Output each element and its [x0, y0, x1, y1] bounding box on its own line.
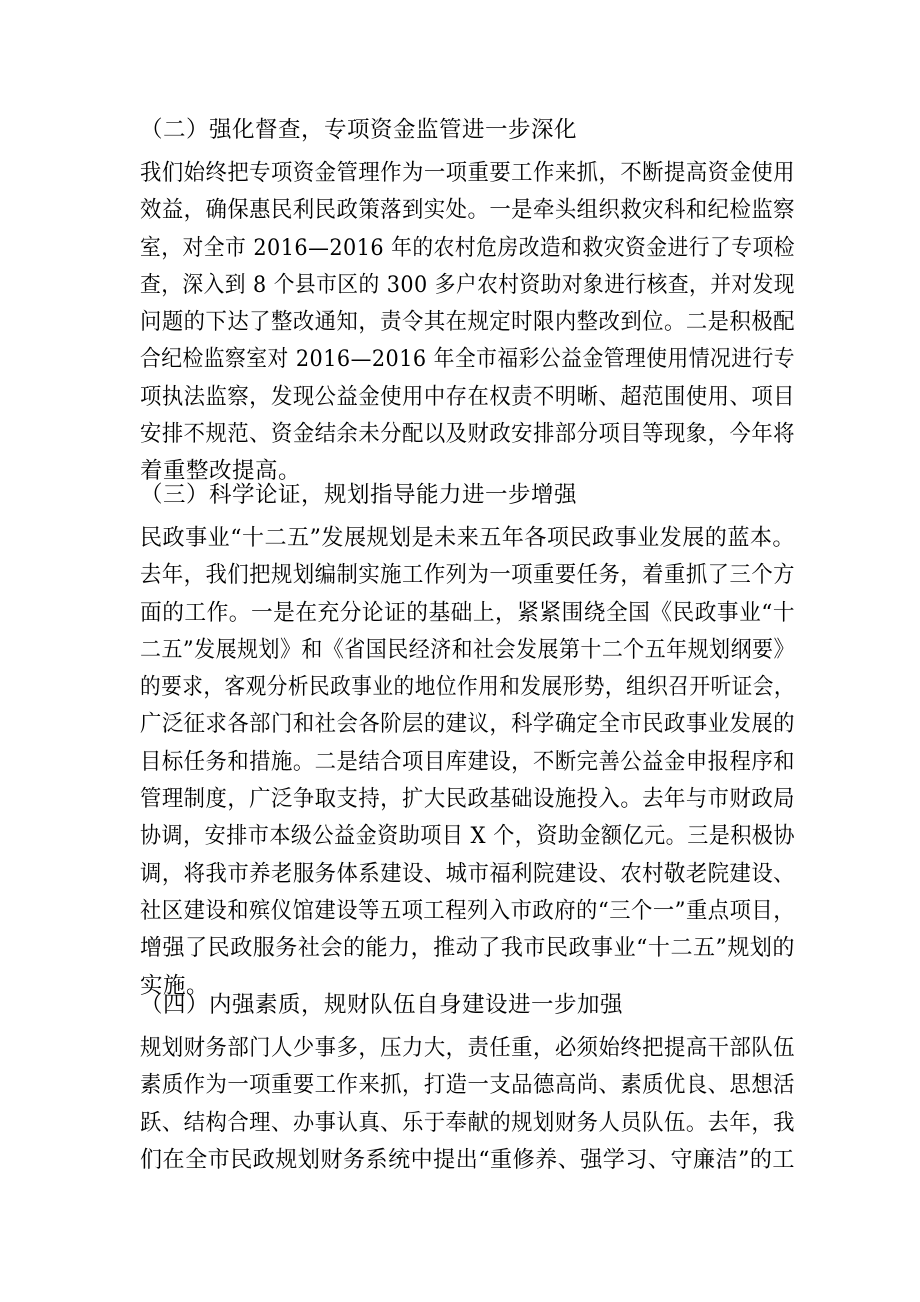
- section-body-4: [140, 1030, 795, 1179]
- section-heading-3: （三）科学论证，规划指导能力进一步增强: [140, 482, 578, 508]
- body-line: 查，深入到 8 个县市区的 300 多户农村资助对象进行核查，并对发现: [140, 271, 795, 298]
- body-line: 调，将我市养老服务体系建设、城市福利院建设、农村敬老院建设、: [140, 860, 796, 887]
- body-line: 实施。: [140, 972, 210, 999]
- body-line: 规划财务部门人少事多，压力大，责任重，必须始终把提高干部队伍: [140, 1035, 796, 1061]
- body-line: 二五”发展规划》和《省国民经济和社会发展第十二个五年规划纲要》: [140, 636, 795, 663]
- body-line: 管理制度，广泛争取支持，扩大民政基础设施投入。去年与市财政局: [140, 786, 796, 813]
- body-line: 素质作为一项重要工作来抓，打造一支品德高尚、素质优良、思想活: [140, 1072, 796, 1099]
- body-line: 民政事业“十二五”发展规划是未来五年各项民政事业发展的蓝本。: [140, 525, 795, 551]
- body-line: 广泛征求各部门和社会各阶层的建议，科学确定全市民政事业发展的: [140, 711, 796, 738]
- section-body-3: [140, 520, 795, 1005]
- body-line: 我们始终把专项资金管理作为一项重要工作来抓，不断提高资金使用: [140, 160, 796, 186]
- body-line: 合纪检监察室对 2016—2016 年全市福彩公益金管理使用情况进行专: [140, 346, 795, 373]
- body-line: 效益，确保惠民利民政策落到实处。一是牵头组织救灾科和纪检监察: [140, 197, 796, 224]
- body-line: 协调，安排市本级公益金资助项目 X 个，资助金额亿元。三是积极协: [140, 823, 796, 850]
- body-line: 去年，我们把规划编制实施工作列为一项重要任务，着重抓了三个方: [140, 562, 796, 589]
- body-line: 社区建设和殡仪馆建设等五项工程列入市政府的“三个一”重点项目，: [140, 897, 796, 924]
- body-line: 目标任务和措施。二是结合项目库建设，不断完善公益金申报程序和: [140, 748, 796, 775]
- body-line: 跃、结构合理、办事认真、乐于奉献的规划财务人员队伍。去年，我: [140, 1109, 796, 1136]
- body-line: 们在全市民政规划财务系统中提出“重修养、强学习、守廉洁”的工: [140, 1146, 795, 1173]
- section-body-2: [140, 155, 795, 491]
- body-line: 着重整改提高。: [140, 458, 302, 485]
- body-line: 安排不规范、资金结余未分配以及财政安排部分项目等现象，今年将: [140, 421, 796, 448]
- body-line: 项执法监察，发现公益金使用中存在权责不明晰、超范围使用、项目: [140, 383, 796, 410]
- section-heading-4: （四）内强素质，规财队伍自身建设进一步加强: [140, 992, 624, 1018]
- section-heading-2: （二）强化督查，专项资金监管进一步深化: [140, 117, 578, 143]
- body-line: 面的工作。一是在充分论证的基础上，紧紧围绕全国《民政事业“十: [140, 599, 796, 626]
- body-line: 室，对全市 2016—2016 年的农村危房改造和救灾资金进行了专项检: [140, 234, 795, 261]
- body-line: 问题的下达了整改通知，责令其在规定时限内整改到位。二是积极配: [140, 309, 796, 336]
- body-line: 的要求，客观分析民政事业的地位作用和发展形势，组织召开听证会，: [140, 674, 796, 701]
- body-line: 增强了民政服务社会的能力，推动了我市民政事业“十二五”规划的: [140, 935, 795, 962]
